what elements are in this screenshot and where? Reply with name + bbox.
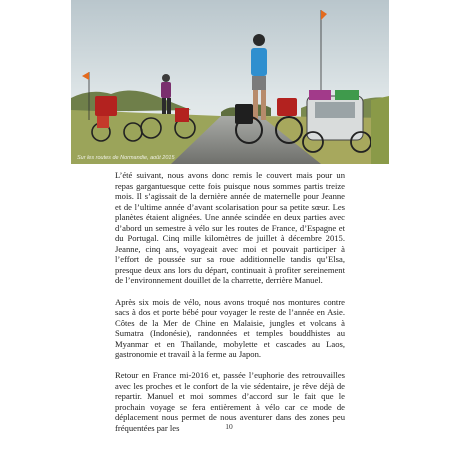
paragraph: Après six mois de vélo, nous avons troqué nos montures contre sacs à dos et porte bébé pour voyager le reste de l’année en Asie. Côtes de la Mer de Chine en Malaisie, jungles et volcans à Sumatra (Indonésie), randonnées et temples bouddhistes au Myanmar et en Thaïlande, mobylette et cascades au Laos, gastronomie et travail à la ferme au Japon. — [115, 296, 345, 360]
paragraph: L’été suivant, nous avons donc remis le couvert mais pour un repas gargantuesque cette fois puisque nous sommes partis treize mois. Il s’agissait de la dernière année de maternelle pour Jeanne et de l’ultime année d’avant scolarisation pour sa petite sœur. Les planètes étaient alignées. Une année scindée en deux parties avec d’abord un semestre à vélo sur les routes de France, d’Espagne et du Portugal. Cinq mille kilomètres de juillet à décembre 2015. Jeanne, cinq ans, voyageait avec moi et pouvait participer à l’effort de poussée sur sa roue additionnelle tandis qu’Elsa, presque deux ans lors du départ, continuait à profiter sereinement de l’environnement douillet de la charrette, derrière Manuel. — [115, 170, 345, 286]
page-number: 10 — [225, 422, 233, 431]
cyclists-on-road-image — [71, 0, 389, 164]
travel-photo — [71, 0, 389, 164]
photo-caption: Sur les routes de Normandie, août 2015 — [77, 155, 175, 161]
body-text — [115, 170, 345, 444]
paragraph: Retour en France mi-2016 et, passée l’euphorie des retrouvailles avec les proches et le confort de la vie sédentaire, je rêve déjà de repartir. Manuel et moi sommes d’accord sur le fait que le prochain voyage se fera entièrement à vélo car ce mode de déplacement nous permet de nous aventurer dans des zones peu fréquentées par les — [115, 370, 345, 434]
